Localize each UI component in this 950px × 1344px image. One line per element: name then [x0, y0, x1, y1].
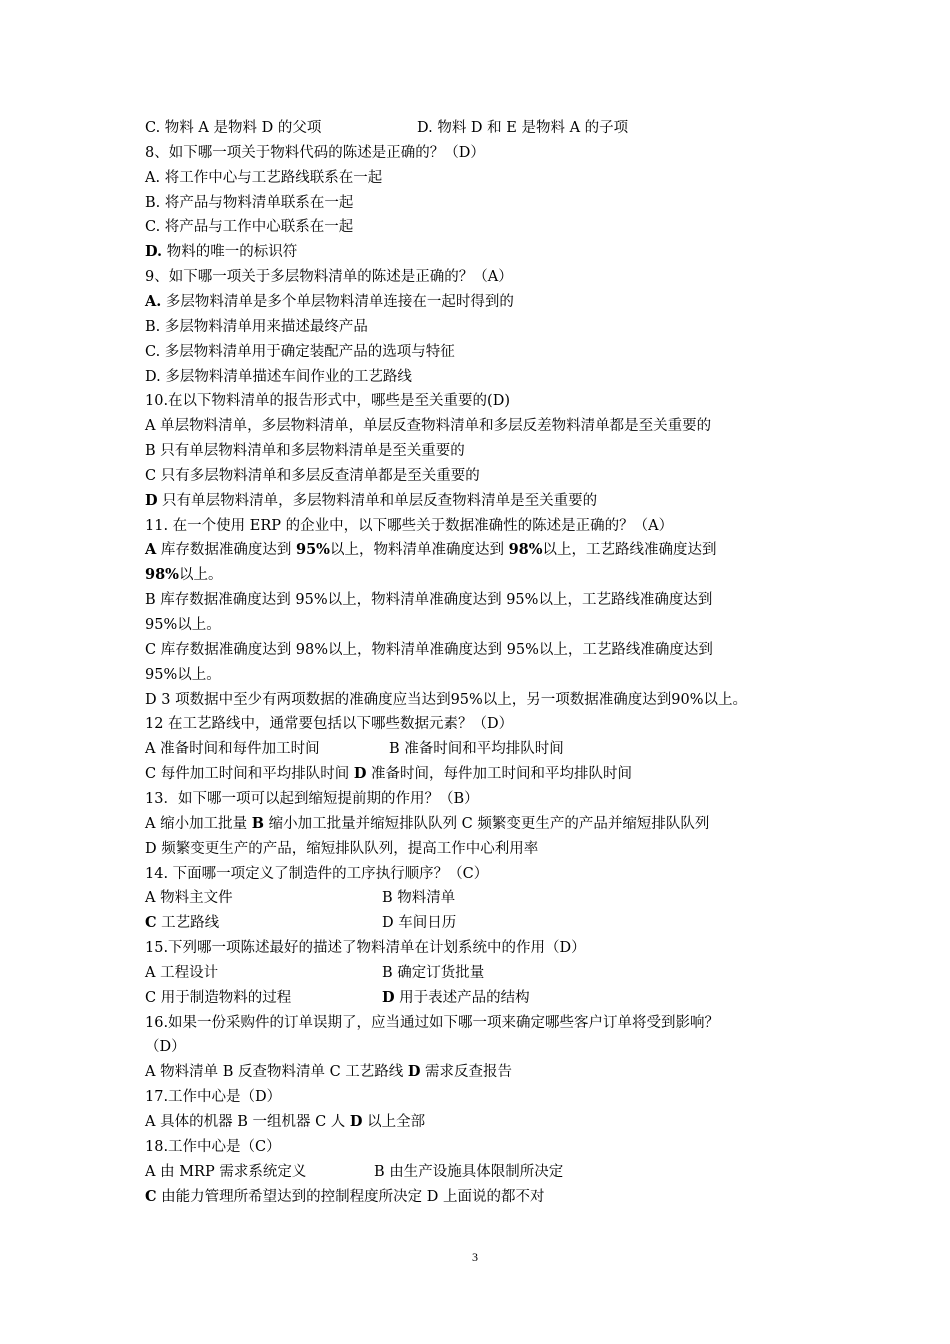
text-line: [145, 1011, 810, 1035]
text-line: [145, 663, 810, 687]
text-segment: D. 物料 D 和 E 是物料 A 的子项: [417, 120, 629, 136]
text-segment: 95%: [295, 541, 330, 559]
text-segment: 工艺路线: [156, 915, 220, 932]
text-segment: 多层物料清单是多个单层物料清单连接在一起时得到的: [161, 293, 514, 310]
text-segment: A 单层物料清单，多层物料清单，单层反查物料清单和多层反差物料清单都是至关重要的: [145, 418, 712, 435]
text-segment: B 确定订货批量: [382, 964, 485, 981]
text-segment: A 由 MRP 需求系统定义: [145, 1163, 307, 1180]
text-line: [145, 1060, 810, 1084]
text-segment: B 只有单层物料清单和多层物料清单是至关重要的: [145, 443, 465, 460]
text-line: [145, 340, 810, 364]
text-line: [145, 265, 810, 289]
text-line: [145, 1035, 810, 1059]
text-line: [145, 166, 810, 190]
text-line: [145, 837, 810, 861]
text-segment: 需求反查报告: [420, 1064, 513, 1081]
text-segment: B. 多层物料清单用来描述最终产品: [145, 318, 368, 335]
text-line: [145, 762, 810, 786]
text-line: [145, 215, 810, 239]
text-segment: 11. 在一个使用 ERP 的企业中，以下哪些关于数据准确性的陈述是正确的？（A）: [145, 517, 674, 534]
text-segment: 以上，工艺路线准确度达到: [542, 542, 717, 559]
text-segment: C: [145, 914, 157, 932]
text-line: [145, 1110, 810, 1134]
text-segment: 16.如果一份采购件的订单误期了，应当通过如下哪一项来确定哪些客户订单将受到影响？: [145, 1014, 720, 1031]
text-segment: 准备时间，每件加工时间和平均排队时间: [366, 766, 632, 783]
text-segment: B: [251, 814, 264, 832]
text-segment: A 物料清单 B 反查物料清单 C 工艺路线: [145, 1064, 408, 1081]
text-line: [145, 638, 810, 662]
text-segment: 13．如下哪一项可以起到缩短提前期的作用？（B）: [145, 790, 479, 807]
text-segment: A 物料主文件: [145, 890, 233, 907]
text-segment: C 用于制造物料的过程: [145, 989, 292, 1006]
text-segment: 98%: [145, 566, 179, 584]
text-line: [145, 812, 810, 836]
text-line: [145, 737, 810, 761]
text-segment: C: [145, 1187, 157, 1205]
text-segment: 10.在以下物料清单的报告形式中，哪些是至关重要的(D): [145, 393, 510, 410]
text-segment: D: [407, 1063, 421, 1081]
text-segment: D: [382, 988, 395, 1006]
text-segment: 17.工作中心是（D）: [145, 1089, 282, 1106]
text-segment: 98%: [508, 541, 543, 559]
text-segment: 用于表述产品的结构: [394, 989, 530, 1006]
text-segment: D: [353, 765, 367, 783]
text-segment: （D）: [145, 1039, 186, 1056]
text-segment: C. 多层物料清单用于确定装配产品的选项与特征: [145, 343, 455, 360]
text-segment: 以上，物料清单准确度达到: [329, 542, 509, 559]
text-line: [145, 712, 810, 736]
text-line: [145, 1085, 810, 1109]
text-segment: D.: [145, 243, 163, 261]
text-segment: 缩小加工批量并缩短排队队列 C 频繁变更生产的产品并缩短排队队列: [263, 815, 710, 832]
text-line: [145, 141, 810, 165]
text-line: [145, 1135, 810, 1159]
text-segment: B 由生产设施具体限制所决定: [374, 1163, 564, 1180]
text-segment: 由能力管理所希望达到的控制程度所决定 D 上面说的都不对: [156, 1188, 545, 1205]
text-line: [145, 886, 810, 910]
text-line: [145, 588, 810, 612]
text-segment: 95%以上。: [145, 666, 221, 683]
text-segment: 以上。: [178, 567, 223, 584]
page-number: 3: [472, 1250, 478, 1264]
text-line: [145, 191, 810, 215]
text-line: [145, 961, 810, 985]
text-segment: 8、如下哪一项关于物料代码的陈述是正确的？（D）: [145, 144, 485, 161]
text-segment: D: [145, 491, 158, 509]
text-segment: 15.下列哪一项陈述最好的描述了物料清单在计划系统中的作用（D）: [145, 940, 586, 957]
text-segment: B 物料清单: [382, 890, 456, 907]
text-line: [145, 688, 810, 712]
text-line: [145, 489, 810, 513]
text-segment: B. 将产品与物料清单联系在一起: [145, 194, 354, 211]
text-segment: A: [145, 541, 157, 559]
text-segment: D: [349, 1113, 363, 1130]
text-segment: A.: [145, 292, 162, 310]
text-segment: 14. 下面哪一项定义了制造件的工序执行顺序？（C）: [145, 865, 489, 882]
text-line: [145, 538, 810, 562]
text-segment: A 工程设计: [145, 964, 219, 981]
text-segment: A 准备时间和每件加工时间: [145, 741, 320, 758]
text-segment: 只有单层物料清单，多层物料清单和单层反查物料清单是至关重要的: [157, 492, 598, 509]
text-segment: D 3 项数据中至少有两项数据的准确度应当达到95%以上，另一项数据准确度达到90%以上。: [145, 691, 748, 708]
text-segment: D. 多层物料清单描述车间作业的工艺路线: [145, 368, 412, 385]
text-segment: C. 将产品与工作中心联系在一起: [145, 219, 354, 236]
text-segment: 物料的唯一的标识符: [162, 244, 298, 261]
text-segment: 库存数据准确度达到: [156, 542, 296, 559]
text-segment: C. 物料 A 是物料 D 的父项: [145, 120, 322, 136]
text-segment: C 只有多层物料清单和多层反查清单都是至关重要的: [145, 467, 480, 484]
text-line: [145, 240, 810, 264]
text-line: [145, 365, 810, 389]
text-segment: 12 在工艺路线中，通常要包括以下哪些数据元素？（D）: [145, 716, 514, 733]
text-line: [145, 911, 810, 935]
text-segment: 95%以上。: [145, 617, 221, 633]
text-line: [145, 862, 810, 886]
text-line: [145, 563, 810, 587]
text-segment: A. 将工作中心与工艺路线联系在一起: [145, 169, 383, 186]
text-segment: D 频繁变更生产的产品，缩短排队队列，提高工作中心利用率: [145, 840, 539, 857]
text-segment: A 具体的机器 B 一组机器 C 人: [145, 1114, 350, 1130]
text-line: [145, 439, 810, 463]
text-line: [145, 414, 810, 438]
text-line: [145, 613, 810, 637]
text-line: [145, 936, 810, 960]
text-segment: C 每件加工时间和平均排队时间: [145, 766, 354, 783]
text-line: [145, 514, 810, 538]
text-segment: 9、如下哪一项关于多层物料清单的陈述是正确的？（A）: [145, 269, 513, 286]
text-line: [145, 290, 810, 314]
text-segment: A 缩小加工批量: [145, 815, 252, 832]
text-line: [145, 116, 810, 140]
text-segment: C 库存数据准确度达到 98%以上，物料清单准确度达到 95%以上，工艺路线准确度达到: [145, 641, 713, 658]
text-segment: D 车间日历: [382, 915, 457, 932]
text-segment: 18.工作中心是（C）: [145, 1138, 281, 1155]
text-line: [145, 787, 810, 811]
text-line: [145, 464, 810, 488]
text-line: [145, 315, 810, 339]
text-segment: 以上全部: [362, 1114, 426, 1130]
text-line: [145, 986, 810, 1010]
text-segment: B 库存数据准确度达到 95%以上，物料清单准确度达到 95%以上，工艺路线准确度达到: [145, 592, 713, 609]
text-line: [145, 1185, 810, 1209]
text-line: [145, 389, 810, 413]
text-segment: B 准备时间和平均排队时间: [389, 741, 564, 758]
text-line: [145, 1160, 810, 1184]
